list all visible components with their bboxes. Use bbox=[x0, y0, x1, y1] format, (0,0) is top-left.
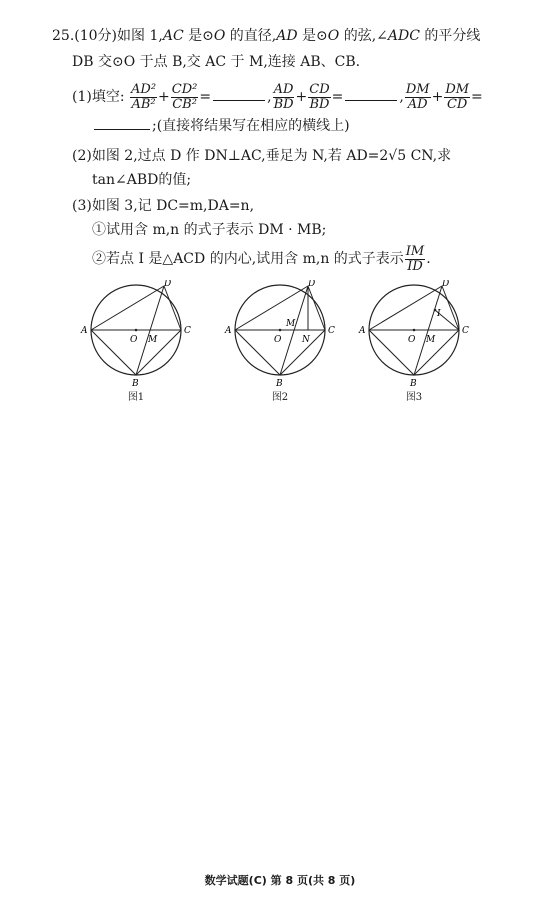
point-label: O bbox=[130, 335, 138, 345]
stem-text: AD bbox=[276, 28, 298, 44]
stem-text: 是⊙ bbox=[297, 28, 328, 44]
point-label: A bbox=[81, 326, 88, 336]
fraction-denominator: BD bbox=[273, 96, 294, 112]
fraction-denominator: AD bbox=[407, 96, 428, 112]
fraction bbox=[171, 83, 199, 112]
part2-line2: tan∠ABD的值; bbox=[92, 172, 192, 188]
point-label: O bbox=[274, 335, 282, 345]
part3-sub1: ①试用含 m,n 的式子表示 DM · MB; bbox=[92, 222, 327, 238]
fraction-numerator: AD² bbox=[131, 81, 157, 97]
part1-line: (1)填空: $\frac{\text{AD²}}{\text{AB²}}$ + $\frac{\text{CD²}}{\text{CB²}}$ = , $\frac{AD}{BD}$ + $\frac{CD}{BD}$ = , $\frac{DM}{AD}$ + $\frac{DM}{CD}$ = bbox=[72, 81, 483, 112]
figure-1-caption: 图1 bbox=[127, 392, 145, 403]
point-label: M bbox=[286, 319, 296, 329]
stem-text: O bbox=[327, 28, 340, 44]
point-label: M bbox=[426, 335, 436, 345]
figure-2-diagram bbox=[222, 280, 342, 390]
problem-score: (10分) bbox=[74, 28, 118, 44]
point-label: O bbox=[408, 335, 416, 345]
stem-text: 的弦,∠ bbox=[339, 28, 388, 44]
stem-text: 的直径, bbox=[225, 28, 277, 44]
point-label: B bbox=[132, 379, 139, 389]
figure-3 bbox=[356, 280, 476, 394]
point-label: M bbox=[148, 335, 158, 345]
fraction-numerator: AD bbox=[273, 81, 294, 97]
fraction-numerator: IM bbox=[405, 243, 425, 259]
fraction bbox=[130, 83, 157, 112]
fraction-numerator: CD bbox=[309, 81, 330, 97]
fraction-denominator: AB² bbox=[131, 96, 156, 112]
figure-3-diagram bbox=[356, 280, 476, 390]
part3-sub2-text: ②若点 I 是△ACD 的内心,试用含 m,n 的式子表示 bbox=[92, 251, 404, 267]
figure-2-caption: 图2 bbox=[271, 392, 289, 403]
stem-text: ADC bbox=[387, 28, 420, 44]
problem-number: 25. bbox=[52, 28, 75, 44]
fraction bbox=[308, 83, 330, 112]
problem-stem-line1 bbox=[52, 26, 480, 46]
answer-blank[interactable] bbox=[345, 88, 397, 101]
fraction-denominator: CB² bbox=[172, 96, 197, 112]
point-label: C bbox=[184, 326, 191, 336]
point-label: D bbox=[442, 280, 450, 289]
part1-line2 bbox=[92, 116, 350, 136]
part3-sub2: ②若点 I 是△ACD 的内心,试用含 m,n 的式子表示 $\frac{IM}{ID}$ . bbox=[92, 243, 431, 274]
stem-text: AC bbox=[162, 28, 184, 44]
point-label: C bbox=[328, 326, 335, 336]
fraction bbox=[273, 83, 295, 112]
point-label: D bbox=[308, 280, 316, 289]
point-label: B bbox=[410, 379, 417, 389]
figure-1-diagram bbox=[78, 280, 198, 390]
fraction bbox=[405, 83, 431, 112]
figure-2 bbox=[222, 280, 342, 394]
fraction bbox=[444, 83, 470, 112]
point-label: I bbox=[437, 309, 441, 319]
page-footer: 数学试题(C) 第 8 页(共 8 页) bbox=[204, 874, 356, 887]
problem-stem-line2: DB 交⊙O 于点 B,交 AC 于 M,连接 AB、CB. bbox=[72, 54, 361, 70]
stem-text: 如图 1, bbox=[117, 28, 163, 44]
fraction-numerator: DM bbox=[405, 81, 430, 97]
stem-text: O bbox=[213, 28, 226, 44]
fraction bbox=[405, 245, 425, 274]
fraction-denominator: BD bbox=[309, 96, 330, 112]
point-label: B bbox=[276, 379, 283, 389]
stem-text: 的平分线 bbox=[419, 28, 481, 44]
fraction-numerator: CD² bbox=[171, 81, 198, 97]
point-label: D bbox=[164, 280, 172, 289]
point-label: A bbox=[225, 326, 232, 336]
fraction-denominator: CD bbox=[446, 96, 468, 112]
answer-blank[interactable] bbox=[213, 88, 265, 101]
point-label: A bbox=[359, 326, 366, 336]
part2-line1: (2)如图 2,过点 D 作 DN⊥AC,垂足为 N,若 AD=2√5 CN,求 bbox=[72, 148, 452, 164]
part1-note: ;(直接将结果写在相应的横线上) bbox=[152, 118, 350, 134]
figure-3-caption: 图3 bbox=[405, 392, 423, 403]
part3-line1: (3)如图 3,记 DC=m,DA=n, bbox=[72, 198, 255, 214]
part1-prefix: (1)填空: bbox=[72, 89, 125, 105]
fraction-denominator: ID bbox=[407, 258, 423, 274]
point-label: N bbox=[302, 335, 310, 345]
answer-blank[interactable] bbox=[94, 117, 150, 130]
point-label: C bbox=[462, 326, 469, 336]
stem-text: 是⊙ bbox=[183, 28, 214, 44]
figure-1 bbox=[78, 280, 198, 394]
fraction-numerator: DM bbox=[445, 81, 470, 97]
